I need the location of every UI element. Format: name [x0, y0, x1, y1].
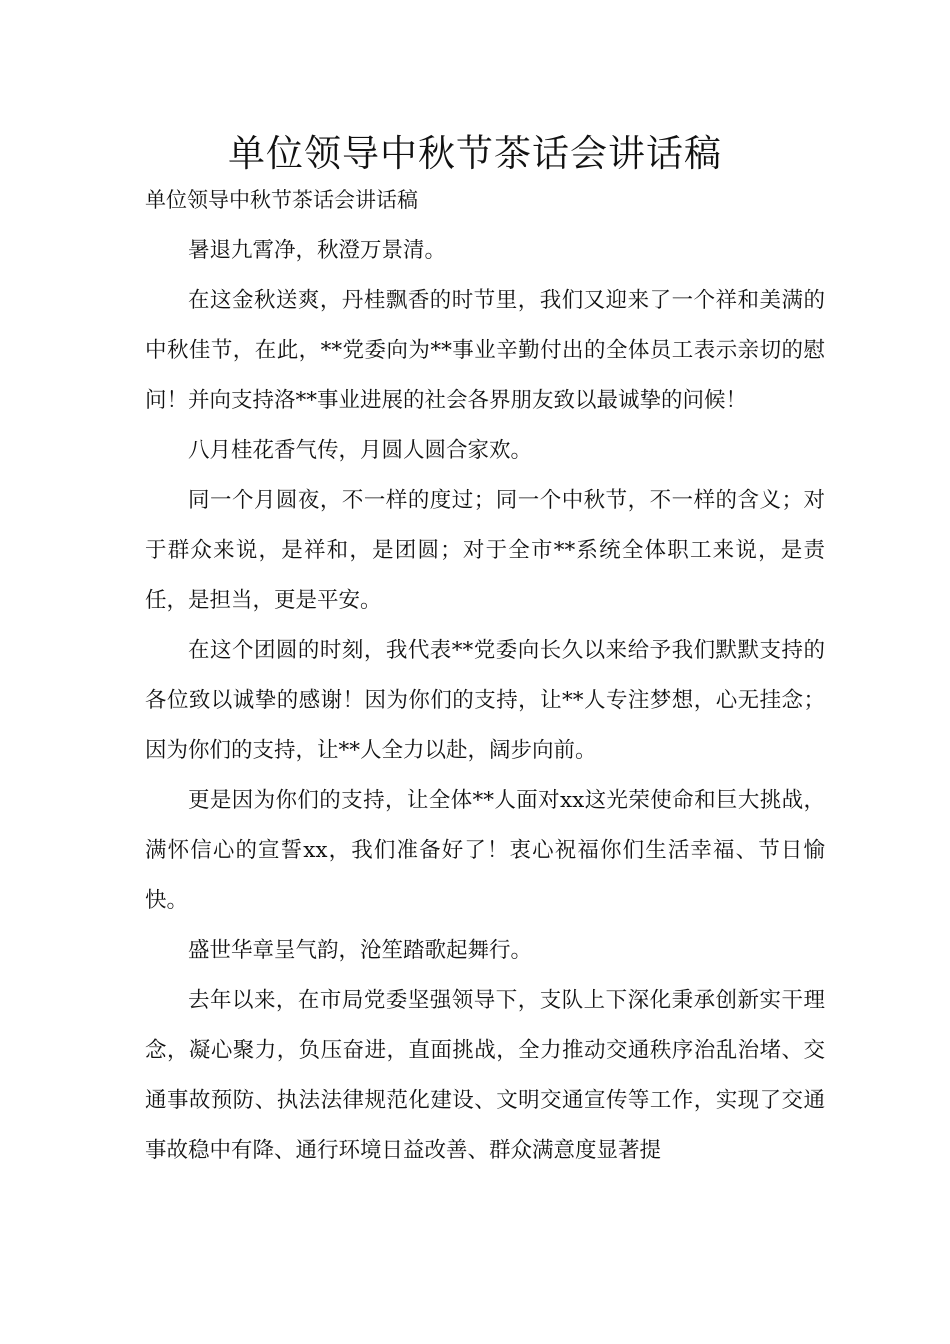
paragraph: 在这个团圆的时刻，我代表**党委向长久以来给予我们默默支持的各位致以诚挚的感谢！因为你们的支持，让**人专注梦想，心无挂念；因为你们的支持，让**人全力以赴，阔步向前。 [145, 638, 825, 763]
paragraph: 去年以来，在市局党委坚强领导下，支队上下深化秉承创新实干理念，凝心聚力，负压奋进，直面挑战，全力推动交通秩序治乱治堵、交通事故预防、执法法律规范化建设、文明交通宣传等工作，实现了交通事故稳中有降、通行环境日益改善、群众满意度显著提 [145, 988, 825, 1163]
paragraph: 更是因为你们的支持，让全体**人面对xx这光荣使命和巨大挑战，满怀信心的宣誓xx，我们准备好了！衷心祝福你们生活幸福、节日愉快。 [145, 788, 825, 913]
paragraph: 在这金秋送爽，丹桂飘香的时节里，我们又迎来了一个祥和美满的中秋佳节，在此，**党委向为**事业辛勤付出的全体员工表示亲切的慰问！并向支持洛**事业进展的社会各界朋友致以最诚挚的问候！ [145, 288, 825, 413]
paragraph: 八月桂花香气传，月圆人圆合家欢。 [188, 438, 533, 463]
document-body [145, 226, 825, 1176]
paragraph: 盛世华章呈气韵，沧笙踏歌起舞行。 [188, 938, 533, 963]
paragraph: 暑退九霄净，秋澄万景清。 [188, 238, 447, 263]
paragraph: 同一个月圆夜，不一样的度过；同一个中秋节，不一样的含义；对于群众来说，是祥和，是团圆；对于全市**系统全体职工来说，是责任，是担当，更是平安。 [145, 488, 825, 613]
document-title: 单位领导中秋节茶话会讲话稿 [228, 132, 722, 175]
document-subtitle: 单位领导中秋节茶话会讲话稿 [145, 188, 418, 212]
